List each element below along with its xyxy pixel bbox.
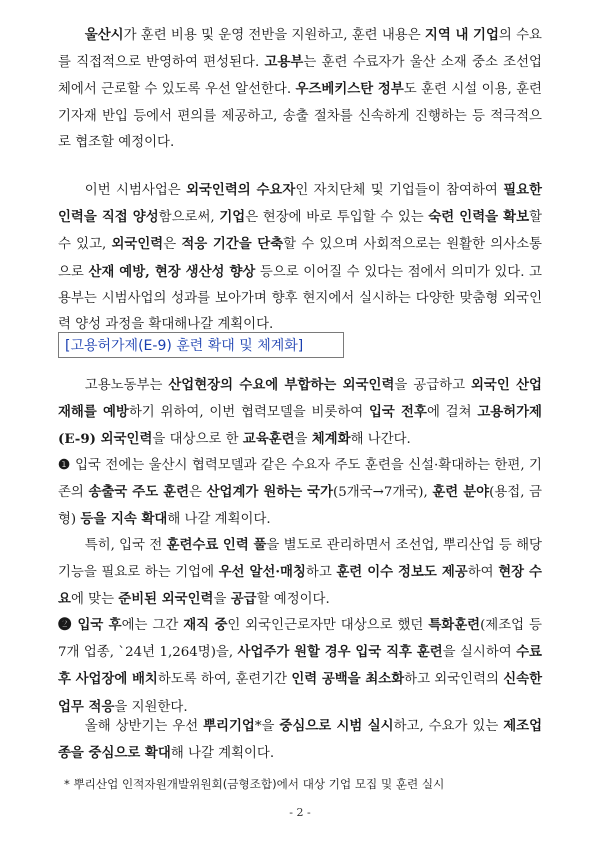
bold-text: 훈련수료 인력 풀: [166, 537, 267, 553]
bold-text: 산업계가 원하는 국가: [206, 484, 334, 501]
bold-text: 특화훈련: [428, 617, 481, 633]
bold-text: 훈련 이수 정보도 제공: [336, 564, 468, 581]
text-run: 에 걸쳐: [426, 405, 478, 421]
text-run: 하고, 수요가 있는: [393, 719, 504, 734]
text-run: 을 실시하여: [442, 645, 517, 661]
text-run: 을 별도로 관리하면서 조선업, 뿌리산업 등 해당 기능을 필요로 하는 기업에: [58, 538, 542, 581]
paragraph-text: [58, 452, 542, 534]
bold-text: 우선 알선·매칭: [218, 564, 306, 581]
text-run: 을: [213, 592, 231, 608]
bold-text: 인력 공백을 최소화: [291, 671, 405, 688]
text-run: 하여: [467, 565, 499, 581]
paragraph-pilot-significance: [58, 177, 542, 338]
bold-text: 체계화: [311, 431, 351, 448]
bold-text: 적응 기간을 단축: [181, 236, 284, 253]
bold-text: 등을 지속 확대: [80, 511, 168, 528]
paragraph-pre-entry: [58, 452, 542, 534]
text-run: 은 현장에 바로 투입할 수 있는: [245, 210, 429, 226]
bold-text: 수료 후 사업장에 배치: [58, 644, 542, 688]
text-run: 을 대상으로 한: [152, 432, 243, 448]
text-run: 을 지원한다.: [114, 699, 188, 715]
bold-text: 교육훈련: [242, 431, 295, 448]
bold-text: 현장 수요: [58, 564, 542, 608]
text-run: 해 나간다.: [350, 432, 411, 448]
text-run: 의 수요를 직접적으로 반영하여 편성된다.: [58, 28, 542, 71]
text-run: 을: [294, 432, 312, 448]
paragraph-post-entry: [58, 612, 542, 721]
text-run: 은: [163, 237, 182, 253]
text-run: 하고: [305, 565, 337, 581]
bold-text: 공급: [230, 591, 257, 608]
bold-text: 산재 예방, 현장 생산성 향상: [88, 263, 256, 280]
text-run: 입국 전에는 울산시 협력모델과 같은 수요자 주도 훈련을 신설·확대하는 한편, 기존의: [58, 458, 542, 501]
paragraph-ulsan-support: [58, 22, 542, 156]
paragraph-text: [58, 713, 542, 767]
bold-text: 외국인력의 수요자: [186, 182, 296, 198]
text-run: 고용노동부는: [84, 378, 169, 393]
text-run: 은: [189, 485, 207, 501]
text-run: 할 예정이다.: [256, 592, 330, 608]
text-run: 인 외국인근로자만 대상으로 했던: [227, 618, 429, 633]
bold-text: 준비된 외국인력: [118, 591, 214, 608]
text-run: (용접, 금형): [58, 485, 542, 528]
section-heading: [고용허가제(E-9) 훈련 확대 및 체계화]: [58, 332, 344, 358]
text-run: 하도록 하여, 훈련기간: [157, 672, 292, 688]
bold-text: ❷ 입국 후: [58, 617, 122, 633]
bold-text: 중심으로 시범 실시: [279, 718, 394, 734]
text-run: 에는 그간: [121, 618, 184, 633]
text-run: 할 수 있으며 사회적으로는 원활한 의사소통으로: [58, 237, 542, 280]
text-run: 올해 상반기는 우선: [84, 719, 204, 734]
bold-text: 필요한 인력을 직접 양성: [58, 182, 542, 226]
bold-text: 외국인력: [111, 236, 164, 253]
paragraph-text: [58, 532, 542, 614]
bold-text: 신속한 업무 적응: [58, 671, 543, 715]
paragraph-first-half: [58, 713, 542, 767]
bold-text: 재직 중: [183, 617, 228, 633]
text-run: (제조업 등 7개 업종, `24년 1,264명)을,: [58, 618, 542, 661]
text-run: 해 나갈 계획이다.: [170, 746, 275, 762]
bold-text: 송출국 주도 훈련: [88, 484, 190, 501]
paragraph-text: [58, 177, 542, 338]
bold-text: 사업주가 원할 경우 입국 직후 훈련: [237, 644, 443, 661]
footnote: * 뿌리산업 인적자원개발위원회(금형조합)에서 대상 기업 모집 및 훈련 실시: [64, 777, 445, 791]
text-run: 해 나갈 계획이다.: [167, 512, 271, 528]
paragraph-text: [58, 372, 542, 454]
text-run: 을 공급하고: [394, 378, 471, 393]
text-run: (5개국→7개국),: [333, 485, 433, 501]
bold-text: 숙련 인력을 확보: [428, 209, 530, 226]
text-run: 등으로 이어질 수 있다는 점에서 의미가 있다. 고용부는 시범사업의 성과를 보아가며 향후 현지에서 실시하는 다양한 맞춤형 외국인력 양성 과정을 확대해나갈 계획이다.: [58, 264, 542, 333]
text-run: 가 훈련 비용 및 운영 전반을 지원하고, 훈련 내용은: [123, 28, 425, 43]
bold-text: 산업현장의 수요에 부합하는 외국인력: [168, 377, 395, 393]
text-run: 이번 시범사업은: [84, 183, 187, 198]
text-run: 특히, 입국 전: [84, 538, 167, 553]
paragraph-ministry-plan: [58, 372, 542, 454]
bold-text: 기업: [219, 209, 246, 226]
text-run: 함으로써,: [158, 210, 220, 226]
bold-text: 우즈베키스탄 정부: [295, 81, 404, 98]
text-run: 에 맞는: [70, 592, 119, 608]
paragraph-text: [58, 22, 542, 156]
text-run: 할 수 있고,: [58, 210, 542, 253]
bold-text: 뿌리기업: [203, 718, 255, 734]
bold-text: 울산시: [84, 27, 124, 43]
bold-text: 입국 전후: [369, 404, 427, 421]
text-run: 하고 외국인력의: [404, 672, 504, 688]
bold-text: 고용허가제(E-9) 외국인력: [58, 404, 542, 448]
bold-text: 제조업종을 중심으로 확대: [58, 718, 543, 762]
text-run: 는 훈련 수료자가 울산 소재 중소 조선업체에서 근로할 수 있도록 우선 알선한다.: [58, 55, 542, 98]
paragraph-text: [58, 612, 542, 721]
page-number: - 2 -: [289, 806, 311, 819]
bold-text: ❶: [58, 457, 76, 473]
bold-text: 지역 내 기업: [424, 27, 499, 43]
text-run: 도 훈련 시설 이용, 훈련 기자재 반입 등에서 편의를 제공하고, 송출 절차를 신속하게 진행하는 등 적극적으로 협조할 예정이다.: [58, 82, 542, 150]
text-run: 하기 위하여, 이번 협력모델을 비롯하여: [128, 405, 369, 421]
text-run: 인 자치단체 및 기업들이 참여하여: [295, 183, 504, 198]
bold-text: 외국인 산업재해를 예방: [58, 377, 542, 421]
paragraph-training-pool: [58, 532, 542, 614]
bold-text: 훈련 분야: [432, 484, 490, 501]
bold-text: 고용부: [264, 54, 304, 71]
text-run: *을: [254, 719, 280, 734]
